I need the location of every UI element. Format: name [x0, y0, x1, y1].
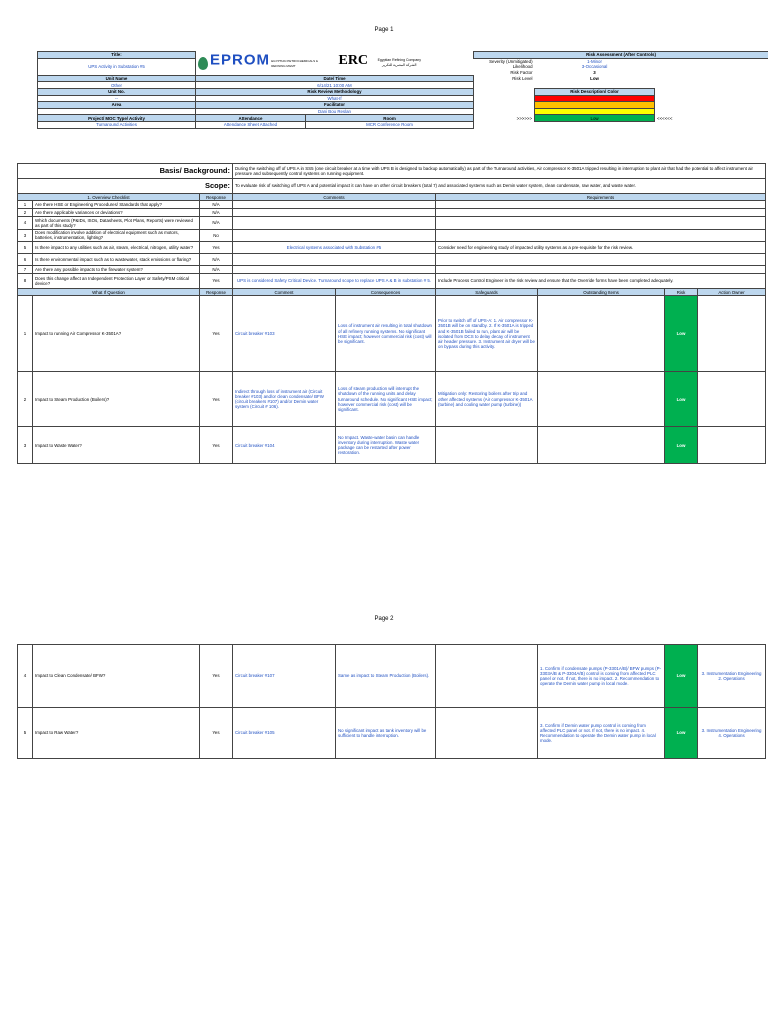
checklist-row-number: 3 — [18, 229, 33, 241]
checklist-comment: UPS is considered Safety Critical Device. Turnaround scope to replace UPS A & B in substation # 5. — [233, 274, 436, 289]
whatif-response: Yes — [200, 372, 233, 427]
page2-table — [17, 644, 766, 759]
checklist-question: Which documents (P&IDs, ISOs, Datasheets, Plot Plans, Reports) were reviewed as part of this study? — [33, 217, 200, 229]
whatif-consequences: No significant impact as tank inventory will be sufficient to handle interruption. — [336, 708, 436, 759]
risk-badge-low: Low — [665, 296, 698, 372]
checklist-comment — [233, 254, 436, 266]
checklist-requirement: Include Process Control Engineer in the risk review and ensure that the Override forms have been completed adequately. — [436, 274, 766, 289]
risk-assessment-label: Risk Assessment (After Controls) — [474, 52, 768, 59]
checklist-question: Is there environmental impact such as to wastewater, stack emissions or flaring? — [33, 254, 200, 266]
checklist-question: Does this change affect an Independent Protection Layer or Safety/PSM critical device? — [33, 274, 200, 289]
checklist-row — [18, 229, 766, 241]
whatif-response: Yes — [200, 427, 233, 464]
whatif-action-owner: 3. Instrumentation Engineering 2. Operations — [698, 645, 766, 708]
whatif-owner-header: Action Owner — [698, 289, 766, 296]
risk-color-yellow — [535, 108, 655, 115]
checklist-row — [18, 201, 766, 209]
risk-badge-low: Low — [665, 427, 698, 464]
checklist-row — [18, 217, 766, 229]
checklist-row — [18, 274, 766, 289]
whatif-comment: Circuit breaker #103 — [233, 296, 336, 372]
whatif-action-owner — [698, 296, 766, 372]
whatif-consequences: Same as impact to Steam Production (Boilers). — [336, 645, 436, 708]
checklist-response: N/A — [200, 209, 233, 217]
risk-factor-value: 3 — [593, 69, 596, 75]
risk-badge-low: Low — [665, 645, 698, 708]
severity-label: Severity (Unmitigated) — [489, 58, 533, 64]
scope-text: To evaluate risk of switching off UPS A and potential impact it can have on other circuit breakers (total 7) and associated systems such as Demin water system, clean condensate, raw water, and waste water. — [233, 179, 766, 194]
title-value: UPS Activity in Substation #5 — [38, 58, 196, 75]
room-label: Room — [306, 115, 474, 122]
checklist-row-number: 4 — [18, 217, 33, 229]
erc-logo-arabic: الشركة المصرية للتكرير — [382, 63, 417, 68]
checklist-row — [18, 254, 766, 266]
whatif-row-number: 1 — [18, 296, 33, 372]
checklist-question: Does modification involve addition of electrical equipment such as motors, batteries, instrumentation, lighting? — [33, 229, 200, 241]
risk-color-orange — [535, 102, 655, 109]
checklist-row-number: 5 — [18, 242, 33, 254]
page-1-label: Page 1 — [374, 27, 394, 33]
risk-badge-low: Low — [665, 708, 698, 759]
checklist-row — [18, 209, 766, 217]
whatif-question: Impact to Steam Production (Boilers)? — [33, 372, 200, 427]
header-table — [37, 51, 768, 129]
severity-value: 1-Minor — [587, 58, 602, 64]
basis-text: During the switching off of UPS A in SS5 (one circuit breaker at a time with UPS B is designed to backup automatically) as part of the Turnaround activities, Air compressor K-3501A tripped resulting in interruption to plant air that had the potential to affect instrument air pressure and subsequently control systems on running equipment. — [233, 164, 766, 179]
checklist-response-header: Response — [200, 194, 233, 201]
checklist-requirement — [436, 209, 766, 217]
checklist-question: Is there impact to any utilities such as air, steam, electrical, nitrogen, utility water? — [33, 242, 200, 254]
checklist-comment — [233, 209, 436, 217]
whatif-row — [18, 427, 766, 464]
whatif-response: Yes — [200, 645, 233, 708]
likelihood-label: Likelihood — [512, 64, 533, 70]
checklist-response: No — [200, 229, 233, 241]
checklist-requirement — [436, 254, 766, 266]
checklist-comment — [233, 217, 436, 229]
risk-factor-label: Risk Factor — [510, 69, 533, 75]
whatif-outstanding: 3. Confirm if Demin water pump control is coming from affected PLC panel or not. If not, there is no impact. 4. Recommendation to operate the Demin water pump in local mode. — [538, 708, 665, 759]
checklist-header: 1. Overview Checklist — [18, 194, 200, 201]
whatif-row-number: 5 — [18, 708, 33, 759]
whatif-consequences: No Impact. Waste-water basin can handle inventory during interruption. Waste water package can be restarted after power restoration. — [336, 427, 436, 464]
whatif-action-owner — [698, 372, 766, 427]
risk-desc-label: Risk Description/ Color — [535, 89, 655, 96]
whatif-question: Impact to Waste Water? — [33, 427, 200, 464]
checklist-question: Are there HSE or Engineering Procedures/ Standards that apply? — [33, 201, 200, 209]
checklist-comment: Electrical systems associated with Substation #5 — [233, 242, 436, 254]
risk-color-red — [535, 95, 655, 102]
checklist-response: Yes — [200, 242, 233, 254]
whatif-row — [18, 372, 766, 427]
risk-badge-low: Low — [665, 372, 698, 427]
whatif-row — [18, 708, 766, 759]
whatif-response-header: Response — [200, 289, 233, 296]
checklist-response: N/A — [200, 266, 233, 274]
whatif-outstanding — [538, 372, 665, 427]
logos — [196, 52, 474, 76]
whatif-risk-header: Risk — [665, 289, 698, 296]
checklist-response: N/A — [200, 254, 233, 266]
whatif-row-number: 4 — [18, 645, 33, 708]
whatif-question: Impact to Raw Water? — [33, 708, 200, 759]
date-value: 6/14/21 10:00 AM — [196, 82, 474, 89]
checklist-row — [18, 266, 766, 274]
method-value: What-If — [196, 95, 474, 102]
risk-color-low: Low — [535, 115, 655, 122]
whatif-row — [18, 645, 766, 708]
whatif-outstanding: 1. Confirm if condensate pumps (P-3301A/B)/ BFW pumps (P-3303A/B & P-3304A/B) control is coming from affected PLC panel or not. If not, there is no impact. 2. Recommendation to operate the Demin water pump in local mode. — [538, 645, 665, 708]
whatif-comment: Circuit breaker #104 — [233, 427, 336, 464]
arrow-left: >>>>>> — [516, 115, 533, 121]
checklist-row-number: 8 — [18, 274, 33, 289]
erc-logo-sub: Egyptian Refining Company — [377, 57, 421, 62]
checklist-requirement: Consider need for engineering study of impacted utility systems as a pre-requisite for the risk review. — [436, 242, 766, 254]
eprom-logo: EPROM — [210, 51, 271, 69]
checklist-requirements-header: Requirements — [436, 194, 766, 201]
arrow-right: <<<<<< — [657, 115, 673, 121]
checklist-row-number: 1 — [18, 201, 33, 209]
project-value: Turnaround Activities — [38, 122, 196, 129]
whatif-comment: Circuit breaker #107 — [233, 645, 336, 708]
whatif-question-header: What If Question — [18, 289, 200, 296]
checklist-response: N/A — [200, 201, 233, 209]
attendance-label: Attendance — [196, 115, 306, 122]
unit-no-label: Unit No. — [38, 89, 196, 96]
eprom-logo-sub: EGYPTIAN PETROCHEMICALS & REFINING MGMT — [271, 59, 318, 69]
checklist-requirement — [436, 201, 766, 209]
whatif-action-owner: 3. Instrumentation Engineering 4. Operations — [698, 708, 766, 759]
checklist-requirement — [436, 217, 766, 229]
title-label: Title: — [38, 52, 196, 59]
whatif-safeguards: Prior to switch off of UPS-A: 1. Air compressor K-3501B will be on standby. 2. If K-3501A is tripped and K-3501B failed to run, plant air will be isolated from DCS to delay decay of instrument air header pressure. 3. Instrument air dryer will be on bypass during this activity. — [436, 296, 538, 372]
checklist-comments-header: Comments — [233, 194, 436, 201]
whatif-safeguards — [436, 427, 538, 464]
whatif-row-number: 2 — [18, 372, 33, 427]
checklist-row-number: 6 — [18, 254, 33, 266]
unit-no-value: -- — [38, 95, 196, 102]
whatif-outstanding — [538, 296, 665, 372]
erc-logo: ERC — [338, 53, 369, 69]
checklist-row-number: 7 — [18, 266, 33, 274]
room-value: MCR Conference Room — [306, 122, 474, 129]
whatif-comment-header: Comment — [233, 289, 336, 296]
risk-level-label: Risk Level — [512, 76, 533, 82]
whatif-comment: Indirect through loss of instrument air (Circuit breaker #103) and/or clean condensate/ BFW (circuit breakers #107) and/or Demin water system (Circuit # 106). — [233, 372, 336, 427]
checklist-row-number: 2 — [18, 209, 33, 217]
whatif-row-number: 3 — [18, 427, 33, 464]
whatif-question: Impact to running Air Compressor K-3501A? — [33, 296, 200, 372]
checklist-requirement — [436, 266, 766, 274]
area-label: Area — [38, 102, 196, 109]
unit-name-value: Other — [38, 82, 196, 89]
page-2-label: Page 2 — [374, 616, 394, 622]
whatif-consequences-header: Consequences — [336, 289, 436, 296]
whatif-safeguards-header: Safeguards — [436, 289, 538, 296]
scope-label: Scope: — [18, 179, 233, 194]
whatif-question: Impact to Clean Condensate/ BFW? — [33, 645, 200, 708]
facilitator-label: Facilitator — [196, 102, 474, 109]
checklist-row — [18, 242, 766, 254]
risk-level-value: Low — [590, 76, 599, 82]
checklist-requirement — [436, 229, 766, 241]
likelihood-value: 3-Occasional — [581, 64, 608, 70]
method-label: Risk Review Methodology — [196, 89, 474, 96]
whatif-response: Yes — [200, 296, 233, 372]
checklist-response: N/A — [200, 217, 233, 229]
checklist-comment — [233, 266, 436, 274]
whatif-safeguards: Mitigation only: Restoring boilers after trip and other affected systems (Air compressor K-3501A (turbine) and cooling water pump (turbine)) — [436, 372, 538, 427]
basis-label: Basis/ Background: — [18, 164, 233, 179]
unit-name-label: Unit Name — [38, 75, 196, 82]
facilitator-value: Dani Bou Reslan — [196, 108, 474, 115]
checklist-question: Are there applicable variances or deviations? — [33, 209, 200, 217]
eprom-logo-icon — [198, 57, 208, 70]
date-label: Date/ Time — [196, 75, 474, 82]
checklist-response: Yes — [200, 274, 233, 289]
whatif-response: Yes — [200, 708, 233, 759]
whatif-safeguards — [436, 708, 538, 759]
whatif-consequences: Loss of instrument air resulting in total shutdown of all refinery running systems. No significant HSE impact; however commercial risk (cost) will be significant. — [336, 296, 436, 372]
checklist-comment — [233, 229, 436, 241]
area-value — [38, 108, 196, 115]
whatif-outstanding-header: Outstanding Items — [538, 289, 665, 296]
whatif-consequences: Loss of steam production will interrupt the shutdown of the running units and delay turnaround schedule. No significant HSE impact; however commercial risk (cost) will be significant. — [336, 372, 436, 427]
main-table — [17, 163, 766, 464]
whatif-comment: Circuit breaker #105 — [233, 708, 336, 759]
checklist-question: Are there any possible impacts to the firewater system? — [33, 266, 200, 274]
whatif-action-owner — [698, 427, 766, 464]
whatif-safeguards — [436, 645, 538, 708]
project-label: Project/ MOC Type/ Activity — [38, 115, 196, 122]
whatif-row — [18, 296, 766, 372]
whatif-outstanding — [538, 427, 665, 464]
attendance-value: Attendance Sheet Attached — [196, 122, 306, 129]
checklist-comment — [233, 201, 436, 209]
